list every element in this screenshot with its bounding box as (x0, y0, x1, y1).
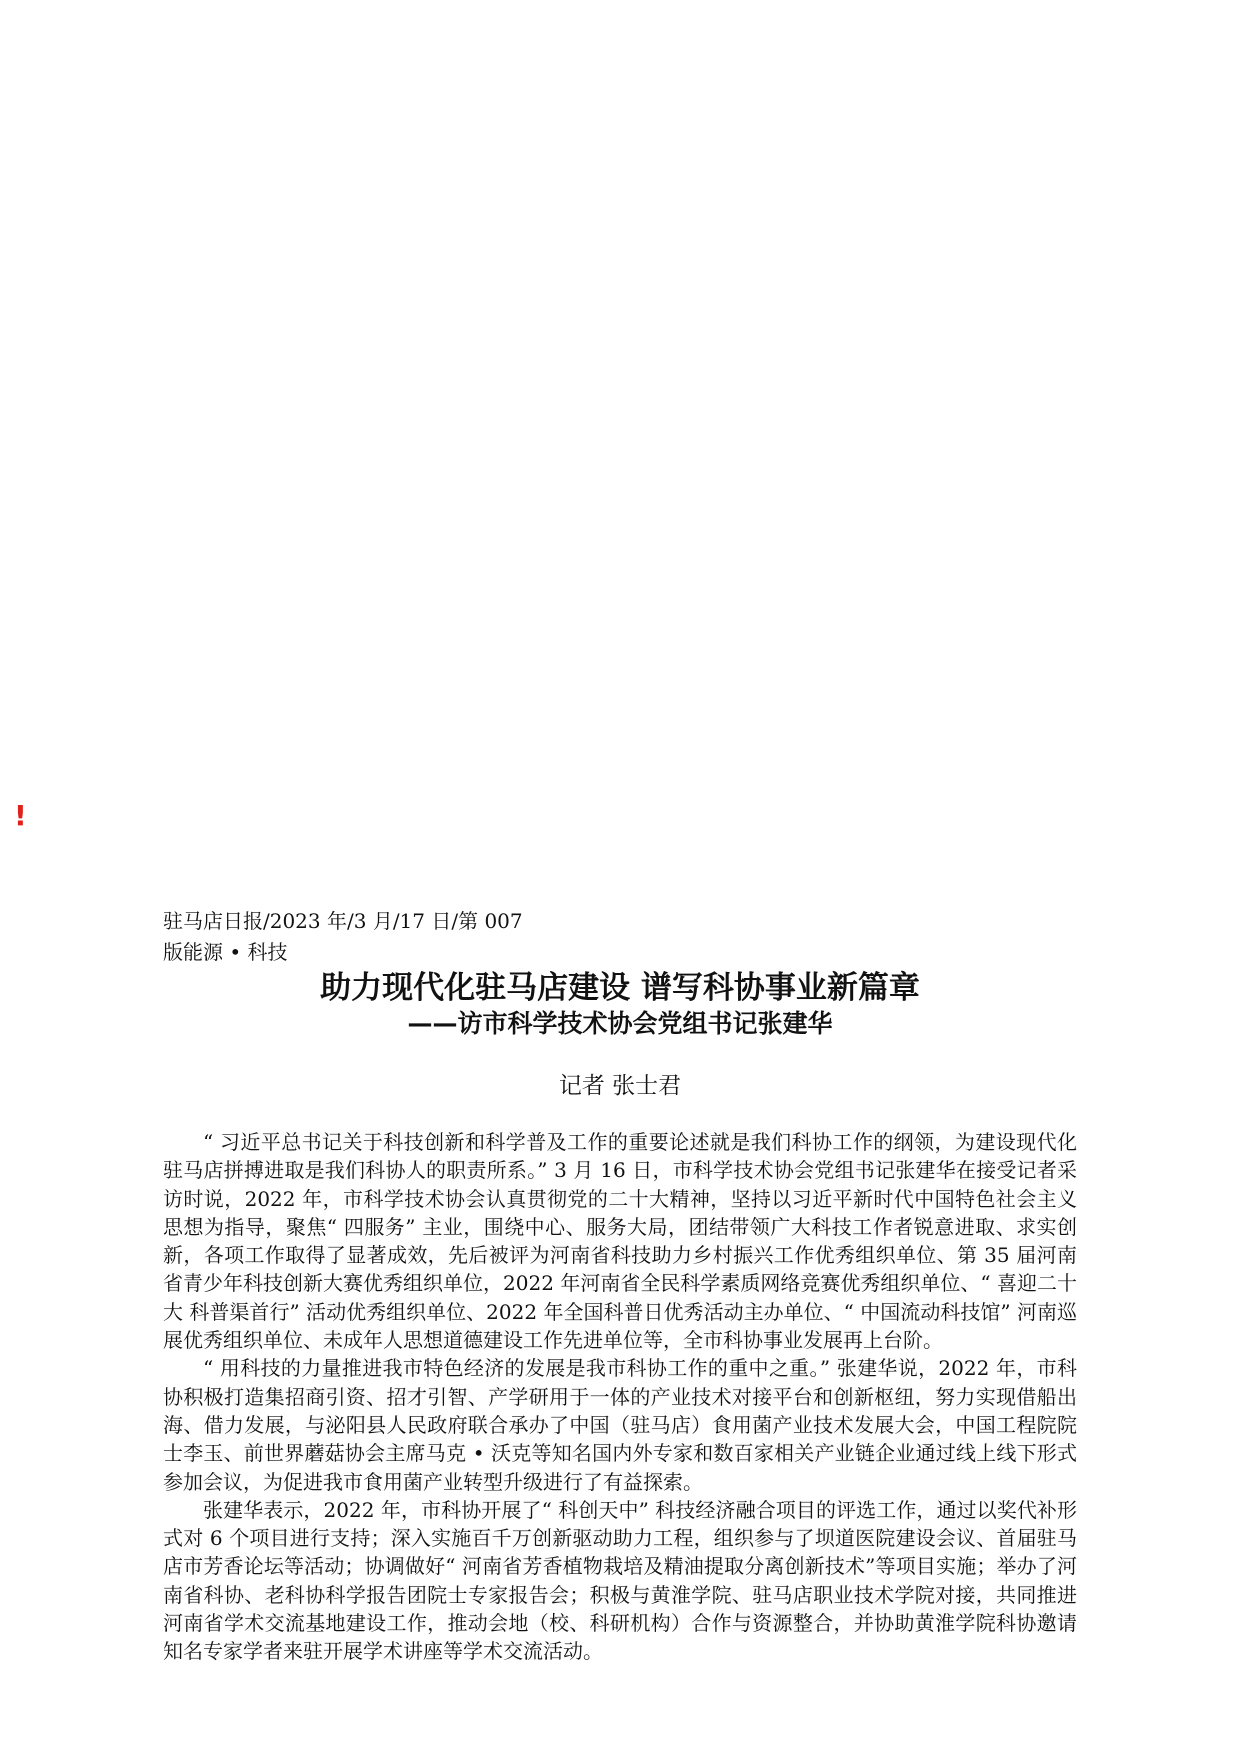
article-body (163, 1128, 1077, 1666)
paragraph: “ 用科技的力量推进我市特色经济的发展是我市科协工作的重中之重。” 张建华说，2022 年，市科协积极打造集招商引资、招才引智、产学研用于一体的产业技术对接平台和创新枢纽，努力实现借船出海、借力发展，与泌阳县人民政府联合承办了中国（驻马店）食用菌产业技术发展大会，中国工程院院士李玉、前世界蘑菇协会主席马克 • 沃克等知名国内外专家和数百家相关产业链企业通过线上线下形式参加会议，为促进我市食用菌产业转型升级进行了有益探索。 (163, 1356, 1077, 1494)
source-line: 驻马店日报/2023 年/3 月/17 日/第 007 (163, 909, 523, 933)
byline: 记者 张士君 (558, 1073, 682, 1099)
article-title: 助力现代化驻马店建设 谱写科协事业新篇章 (320, 970, 920, 1006)
section-line: 版能源 • 科技 (163, 940, 288, 964)
paragraph: “ 习近平总书记关于科技创新和科学普及工作的重要论述就是我们科协工作的纲领，为建设现代化驻马店拼搏进取是我们科协人的职责所系。” 3 月 16 日，市科学技术协会党组书记张建华在接受记者采访时说，2022 年，市科学技术协会认真贯彻党的二十大精神，坚持以习近平新时代中国特色社会主义思想为指导，聚焦“ 四服务” 主业，围绕中心、服务大局，团结带领广大科技工作者锐意进取、求实创新，各项工作取得了显著成效，先后被评为河南省科技助力乡村振兴工作优秀组织单位、第 35 届河南省青少年科技创新大赛优秀组织单位，2022 年河南省全民科学素质网络竞赛优秀组织单位、“ 喜迎二十大 科普渠首行” 活动优秀组织单位、2022 年全国科普日优秀活动主办单位、“ 中国流动科技馆” 河南巡展优秀组织单位、未成年人思想道德建设工作先进单位等，全市科协事业发展再上台阶。 (163, 1130, 1077, 1353)
paragraph: 张建华表示，2022 年，市科协开展了“ 科创天中” 科技经济融合项目的评选工作，通过以奖代补形式对 6 个项目进行支持；深入实施百千万创新驱动助力工程，组织参与了坝道医院建设会议、首届驻马店市芳香论坛等活动；协调做好“ 河南省芳香植物栽培及精油提取分离创新技术”等项目实施；举办了河南省科协、老科协科学报告团院士专家报告会；积极与黄淮学院、驻马店职业技术学院对接，共同推进河南省学术交流基地建设工作，推动会地（校、科研机构）合作与资源整合，并协助黄淮学院科协邀请知名专家学者来驻开展学术讲座等学术交流活动。 (163, 1497, 1077, 1664)
article-subtitle: ——访市科学技术协会党组书记张建华 (407, 1009, 833, 1038)
red-exclamation-mark: ! (14, 799, 27, 832)
